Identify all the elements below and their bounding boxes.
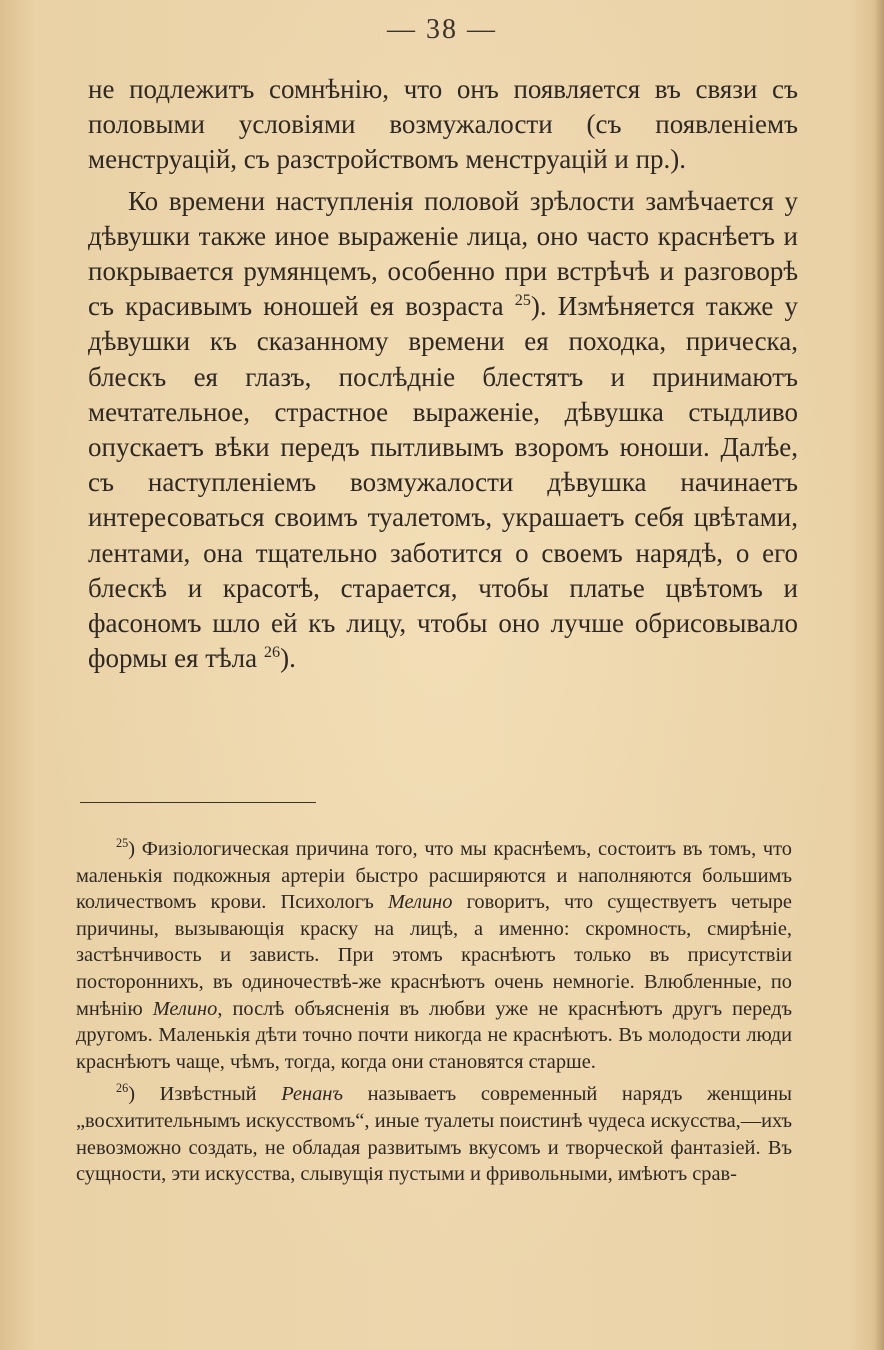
- page-number: — 38 —: [387, 14, 497, 45]
- footnote-text: , послѣ объясненія въ любви уже не краснѣютъ другъ передъ другомъ. Маленькія дѣти точно почти никогда не краснѣютъ. Въ молодости люди краснѣютъ чаще, чѣмъ, тогда, когда они становятся старше.: [76, 997, 792, 1073]
- paragraph-puberty: [88, 184, 798, 677]
- page-edge-shadow: [874, 0, 884, 1350]
- footnotes-section: [76, 836, 792, 1188]
- footnote-25: [76, 836, 792, 1075]
- author-name: Мелино: [387, 891, 453, 914]
- author-name: Ренанъ: [281, 1083, 343, 1106]
- footnote-26: [76, 1081, 792, 1187]
- footnote-ref-25[interactable]: 25: [514, 291, 531, 310]
- footnote-text: ) Извѣстный: [128, 1083, 282, 1106]
- paragraph-text: ). Измѣняется также у дѣвушки къ сказанному времени ея походка, прическа, блескъ ея глазъ, послѣдніе блестятъ и принимаютъ мечтательное, страстное выраженіе, дѣвушка стыдливо опускаетъ вѣки передъ пытливымъ взоромъ юноши. Далѣе, съ наступленіемъ возмужалости дѣвушка начинаетъ интересоваться своимъ туалетомъ, украшаетъ себя цвѣтами, лентами, она тщательно заботится о своемъ нарядѣ, о его блескѣ и красотѣ, старается, чтобы платье цвѣтомъ и фасономъ шло ей къ лицу, чтобы оно лучше обрисовывало формы ея тѣла: [88, 291, 798, 674]
- footnote-text: ) Физіологическая причина того, что мы краснѣемъ, состоитъ въ томъ, что маленькія подкожныя артеріи быстро расширяются и наполняются большимъ количествомъ крови. Психологъ: [76, 838, 792, 914]
- footnote-mark: 25: [116, 836, 129, 851]
- author-name: Мелино: [152, 997, 218, 1020]
- paragraph-text: Ко времени наступленія половой зрѣлости замѣчается у дѣвушки также иное выраженіе лица, оно часто краснѣетъ и покрывается румянцемъ, особенно при встрѣчѣ и разговорѣ съ красивымъ юношей ея возраста: [88, 185, 798, 322]
- footnote-ref-26[interactable]: 26: [263, 643, 281, 662]
- paragraph-text: ).: [280, 643, 296, 674]
- footnote-text: называетъ современный нарядъ женщины „восхитительнымъ искусствомъ“, иные туалеты поистинѣ чудеса искусства,—ихъ невозможно создать, не обладая развитымъ вкусомъ и творческой фантазіей. Въ сущности, эти искусства, слывущія пустыми и фривольными, имѣютъ срав-: [76, 1083, 792, 1186]
- footnote-text: говоритъ, что существуетъ четыре причины, вызывающія краску на лицѣ, а именно: скромность, смирѣніе, застѣнчивость и зависть. При этомъ краснѣютъ только въ присутствіи постороннихъ, въ одиночествѣ-же краснѣютъ очень немногіе. Влюбленные, по мнѣнію: [76, 891, 792, 1020]
- footnote-mark: 26: [116, 1081, 129, 1096]
- paragraph-continuation: не подлежитъ сомнѣнію, что онъ появляется въ связи съ половыми условіями возмужалости (съ появленіемъ менструацій, съ разстройствомъ менструацій и пр.).: [88, 74, 798, 175]
- footnote-divider: [80, 802, 316, 803]
- main-text: [88, 72, 798, 676]
